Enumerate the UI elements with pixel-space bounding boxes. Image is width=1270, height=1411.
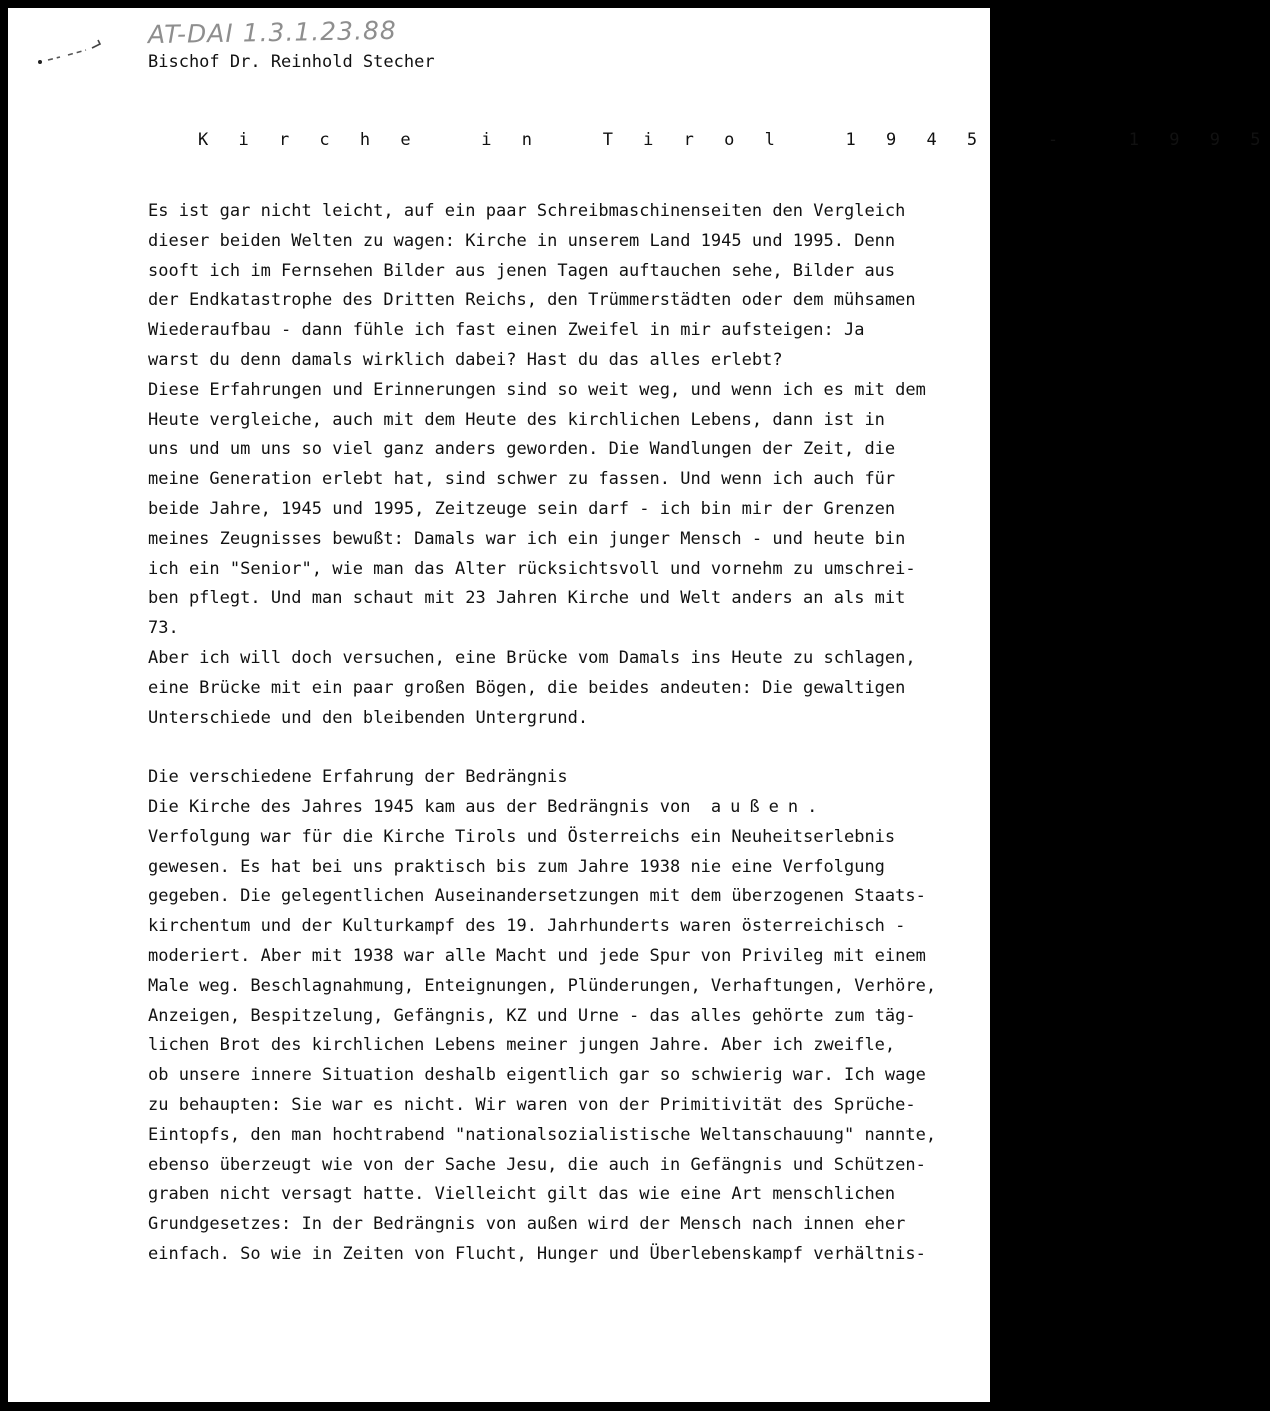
section-paragraph-line: Anzeigen, Bespitzelung, Gefängnis, KZ und Urne - das alles gehörte zum täg-: [148, 1005, 916, 1026]
paragraph-2-line: ben pflegt. Und man schaut mit 23 Jahren Kirche und Welt anders an als mit: [148, 588, 906, 609]
section-paragraph-line: Grundgesetzes: In der Bedrängnis von außen wird der Mensch nach innen eher: [148, 1214, 906, 1235]
document-title: K i r c h e i n T i r o l 1 9 4 5 - 1 9 9 5: [198, 130, 1270, 150]
body-text: [148, 197, 938, 1270]
paragraph-2-line: 73.: [148, 618, 179, 639]
emphasis-spaced-word: außen.: [710, 796, 827, 817]
paragraph-1-line: dieser beiden Welten zu wagen: Kirche in unserem Land 1945 und 1995. Denn: [148, 230, 896, 251]
paragraph-2-line: Diese Erfahrungen und Erinnerungen sind so weit weg, und wenn ich es mit dem: [148, 379, 926, 400]
section-paragraph-line: gewesen. Es hat bei uns praktisch bis zum Jahre 1938 nie eine Verfolgung: [148, 856, 885, 877]
paragraph-1-line: warst du denn damals wirklich dabei? Hast du das alles erlebt?: [148, 349, 783, 370]
paragraph-1-line: Wiederaufbau - dann fühle ich fast einen Zweifel in mir aufsteigen: Ja: [148, 320, 865, 341]
section-heading: Die verschiedene Erfahrung der Bedrängnis: [148, 767, 568, 788]
paragraph-1-line: der Endkatastrophe des Dritten Reichs, den Trümmerstädten oder dem mühsamen: [148, 290, 916, 311]
section-paragraph-line: lichen Brot des kirchlichen Lebens meiner jungen Jahre. Aber ich zweifle,: [148, 1035, 896, 1056]
section-paragraph-line: Verfolgung war für die Kirche Tirols und Österreichs ein Neuheitserlebnis: [148, 826, 896, 847]
section-paragraph-line: einfach. So wie in Zeiten von Flucht, Hunger und Überlebenskampf verhältnis-: [148, 1243, 926, 1264]
paragraph-3-line: eine Brücke mit ein paar großen Bögen, die beides andeuten: Die gewaltigen: [148, 677, 906, 698]
section-paragraph-line: graben nicht versagt hatte. Vielleicht gilt das wie eine Art menschlichen: [148, 1184, 896, 1205]
document-page: [8, 8, 1270, 1402]
paragraph-2-line: meine Generation erlebt hat, sind schwer zu fassen. Und wenn ich auch für: [148, 469, 896, 490]
paragraph-gap: [148, 733, 938, 763]
section-paragraph-line: zu behaupten: Sie war es nicht. Wir waren von der Primitivität des Sprüche-: [148, 1094, 916, 1115]
pencil-mark-icon: [34, 38, 114, 68]
section-first-line: [148, 793, 938, 823]
paragraph-2-line: meines Zeugnisses bewußt: Damals war ich ein junger Mensch - und heute bin: [148, 528, 906, 549]
paragraph-2-line: ich ein "Senior", wie man das Alter rücksichtsvoll und vornehm zu umschrei-: [148, 558, 916, 579]
section-paragraph-line: Eintopfs, den man hochtrabend "nationalsozialistische Weltanschauung" nannte,: [148, 1124, 937, 1145]
section-paragraph-line: moderiert. Aber mit 1938 war alle Macht und jede Spur von Privileg mit einem: [148, 945, 926, 966]
archive-signature-handwritten: AT-DAI 1.3.1.23.88: [147, 15, 398, 50]
paragraph-1-line: sooft ich im Fernsehen Bilder aus jenen Tagen auftauchen sehe, Bilder aus: [148, 260, 896, 281]
author-line: Bischof Dr. Reinhold Stecher: [148, 52, 435, 72]
section-paragraph-line: kirchentum und der Kulturkampf des 19. Jahrhunderts waren österreichisch -: [148, 916, 906, 937]
paragraph-3-line: Unterschiede und den bleibenden Untergrund.: [148, 707, 589, 728]
paragraph-1-line: Es ist gar nicht leicht, auf ein paar Schreibmaschinenseiten den Vergleich: [148, 201, 906, 221]
paragraph-2-line: uns und um uns so viel ganz anders geworden. Die Wandlungen der Zeit, die: [148, 439, 896, 460]
paragraph-3-line: Aber ich will doch versuchen, eine Brücke vom Damals ins Heute zu schlagen,: [148, 647, 916, 668]
section-paragraph-line: gegeben. Die gelegentlichen Auseinandersetzungen mit dem überzogenen Staats-: [148, 886, 926, 907]
paragraph-2-line: Heute vergleiche, auch mit dem Heute des kirchlichen Lebens, dann ist in: [148, 409, 885, 430]
paragraph-2-line: beide Jahre, 1945 und 1995, Zeitzeuge sein darf - ich bin mir der Grenzen: [148, 498, 896, 519]
section-paragraph-line: Male weg. Beschlagnahmung, Enteignungen, Plünderungen, Verhaftungen, Verhöre,: [148, 975, 937, 996]
section-first-line-start: Die Kirche des Jahres 1945 kam aus der Bedrängnis von: [148, 796, 711, 817]
section-paragraph-line: ob unsere innere Situation deshalb eigentlich gar so schwierig war. Ich wage: [148, 1065, 926, 1086]
section-paragraph-line: ebenso überzeugt wie von der Sache Jesu, die auch in Gefängnis und Schützen-: [148, 1154, 926, 1175]
